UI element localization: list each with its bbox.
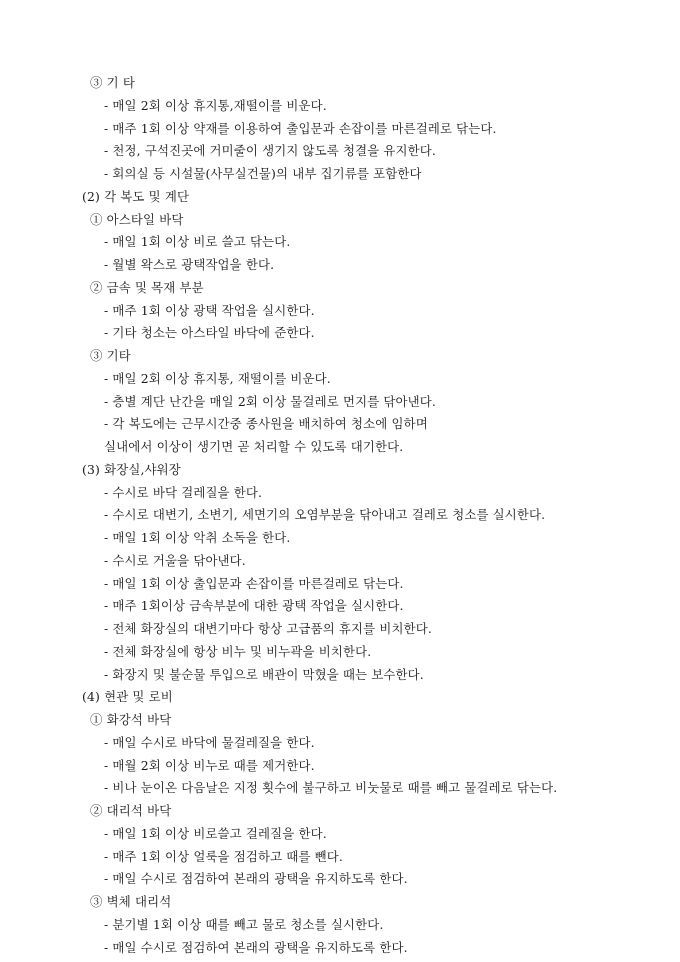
section-heading: (3) 화장실,샤워장 (82, 461, 181, 477)
list-item: - 분기별 1회 이상 때를 빼고 물로 청소를 실시한다. (104, 916, 384, 932)
subsection-heading: ① 화강석 바닥 (90, 712, 172, 727)
subsection-heading: ③ 벽체 대리석 (90, 894, 172, 909)
list-item: - 매일 수시로 점검하여 본래의 광택을 유지하도록 한다. (104, 939, 408, 955)
section-heading: (4) 현관 및 로비 (82, 689, 173, 705)
list-item: - 매일 수시로 점검하여 본래의 광택을 유지하도록 한다. (104, 871, 408, 887)
list-item: - 매주 1회 이상 광택 작업을 실시한다. (104, 302, 315, 318)
list-item: - 매월 2회 이상 비누로 때를 제거한다. (104, 757, 315, 773)
list-item: - 각 복도에는 근무시간중 종사원을 배치하여 청소에 임하며 (104, 416, 428, 432)
list-item: - 매일 1회 이상 악취 소독을 한다. (104, 530, 291, 545)
subsection-heading: ② 대리석 바닥 (90, 803, 172, 818)
list-item: - 매일 2회 이상 휴지통, 재떨이를 비운다. (104, 370, 331, 386)
list-item: - 전체 화장실에 항상 비누 및 비누곽을 비치한다. (104, 643, 372, 659)
list-item: - 수시로 거울을 닦아낸다. (104, 552, 246, 568)
list-item: - 매일 2회 이상 휴지통,재떨이를 비운다. (104, 97, 327, 113)
list-item: - 매일 1회 이상 출입문과 손잡이를 마른걸레로 닦는다. (104, 575, 404, 591)
list-item: - 전체 화장실의 대변기마다 항상 고급품의 휴지를 비치한다. (104, 621, 432, 636)
list-item: - 비나 눈이온 다음날은 지정 횟수에 불구하고 비눗물로 때를 빼고 물걸레로 닦는다. (104, 780, 558, 796)
list-item: - 매주 1회이상 금속부분에 대한 광택 작업을 실시한다. (104, 598, 404, 614)
list-item: - 천정, 구석진곳에 거미줄이 생기지 않도록 청결을 유지한다. (104, 143, 436, 159)
list-item: - 매주 1회 이상 얼룩을 점검하고 때를 뺀다. (104, 848, 343, 864)
list-item: - 회의실 등 시설물(사무실건물)의 내부 집기류를 포함한다 (104, 166, 422, 181)
list-item: - 매일 1회 이상 비로쓸고 걸레질을 한다. (104, 825, 327, 841)
subsection-heading: ③ 기타 (90, 348, 131, 363)
list-item-continuation: 실내에서 이상이 생기면 곧 처리할 수 있도록 대기한다. (104, 439, 404, 454)
document-page (0, 72, 680, 959)
section-heading: (2) 각 복도 및 계단 (82, 188, 190, 204)
list-item: - 층별 계단 난간을 매일 2회 이상 물걸레로 먼지를 닦아낸다. (104, 393, 437, 409)
list-item: - 월별 왁스로 광택작업을 한다. (104, 257, 275, 272)
list-item: - 매주 1회 이상 약재를 이용하여 출입문과 손잡이를 마른걸레로 닦는다. (104, 120, 497, 136)
list-item: - 기타 청소는 아스타일 바닥에 준한다. (104, 325, 315, 341)
list-item: - 매일 1회 이상 비로 쓸고 닦는다. (104, 234, 291, 250)
subsection-heading: ③ 기 타 (90, 75, 135, 90)
list-item: - 매일 수시로 바닥에 물걸레질을 한다. (104, 734, 315, 750)
subsection-heading: ① 아스타일 바닥 (90, 211, 184, 227)
list-item: - 수시로 대변기, 소변기, 세면기의 오염부분을 닦아내고 걸레로 청소를 실시한다. (104, 507, 546, 523)
subsection-heading: ② 금속 및 목재 부분 (90, 279, 204, 295)
list-item: - 화장지 및 불순물 투입으로 배관이 막혔을 때는 보수한다. (104, 666, 424, 682)
list-item: - 수시로 바닥 걸레질을 한다. (104, 484, 263, 500)
